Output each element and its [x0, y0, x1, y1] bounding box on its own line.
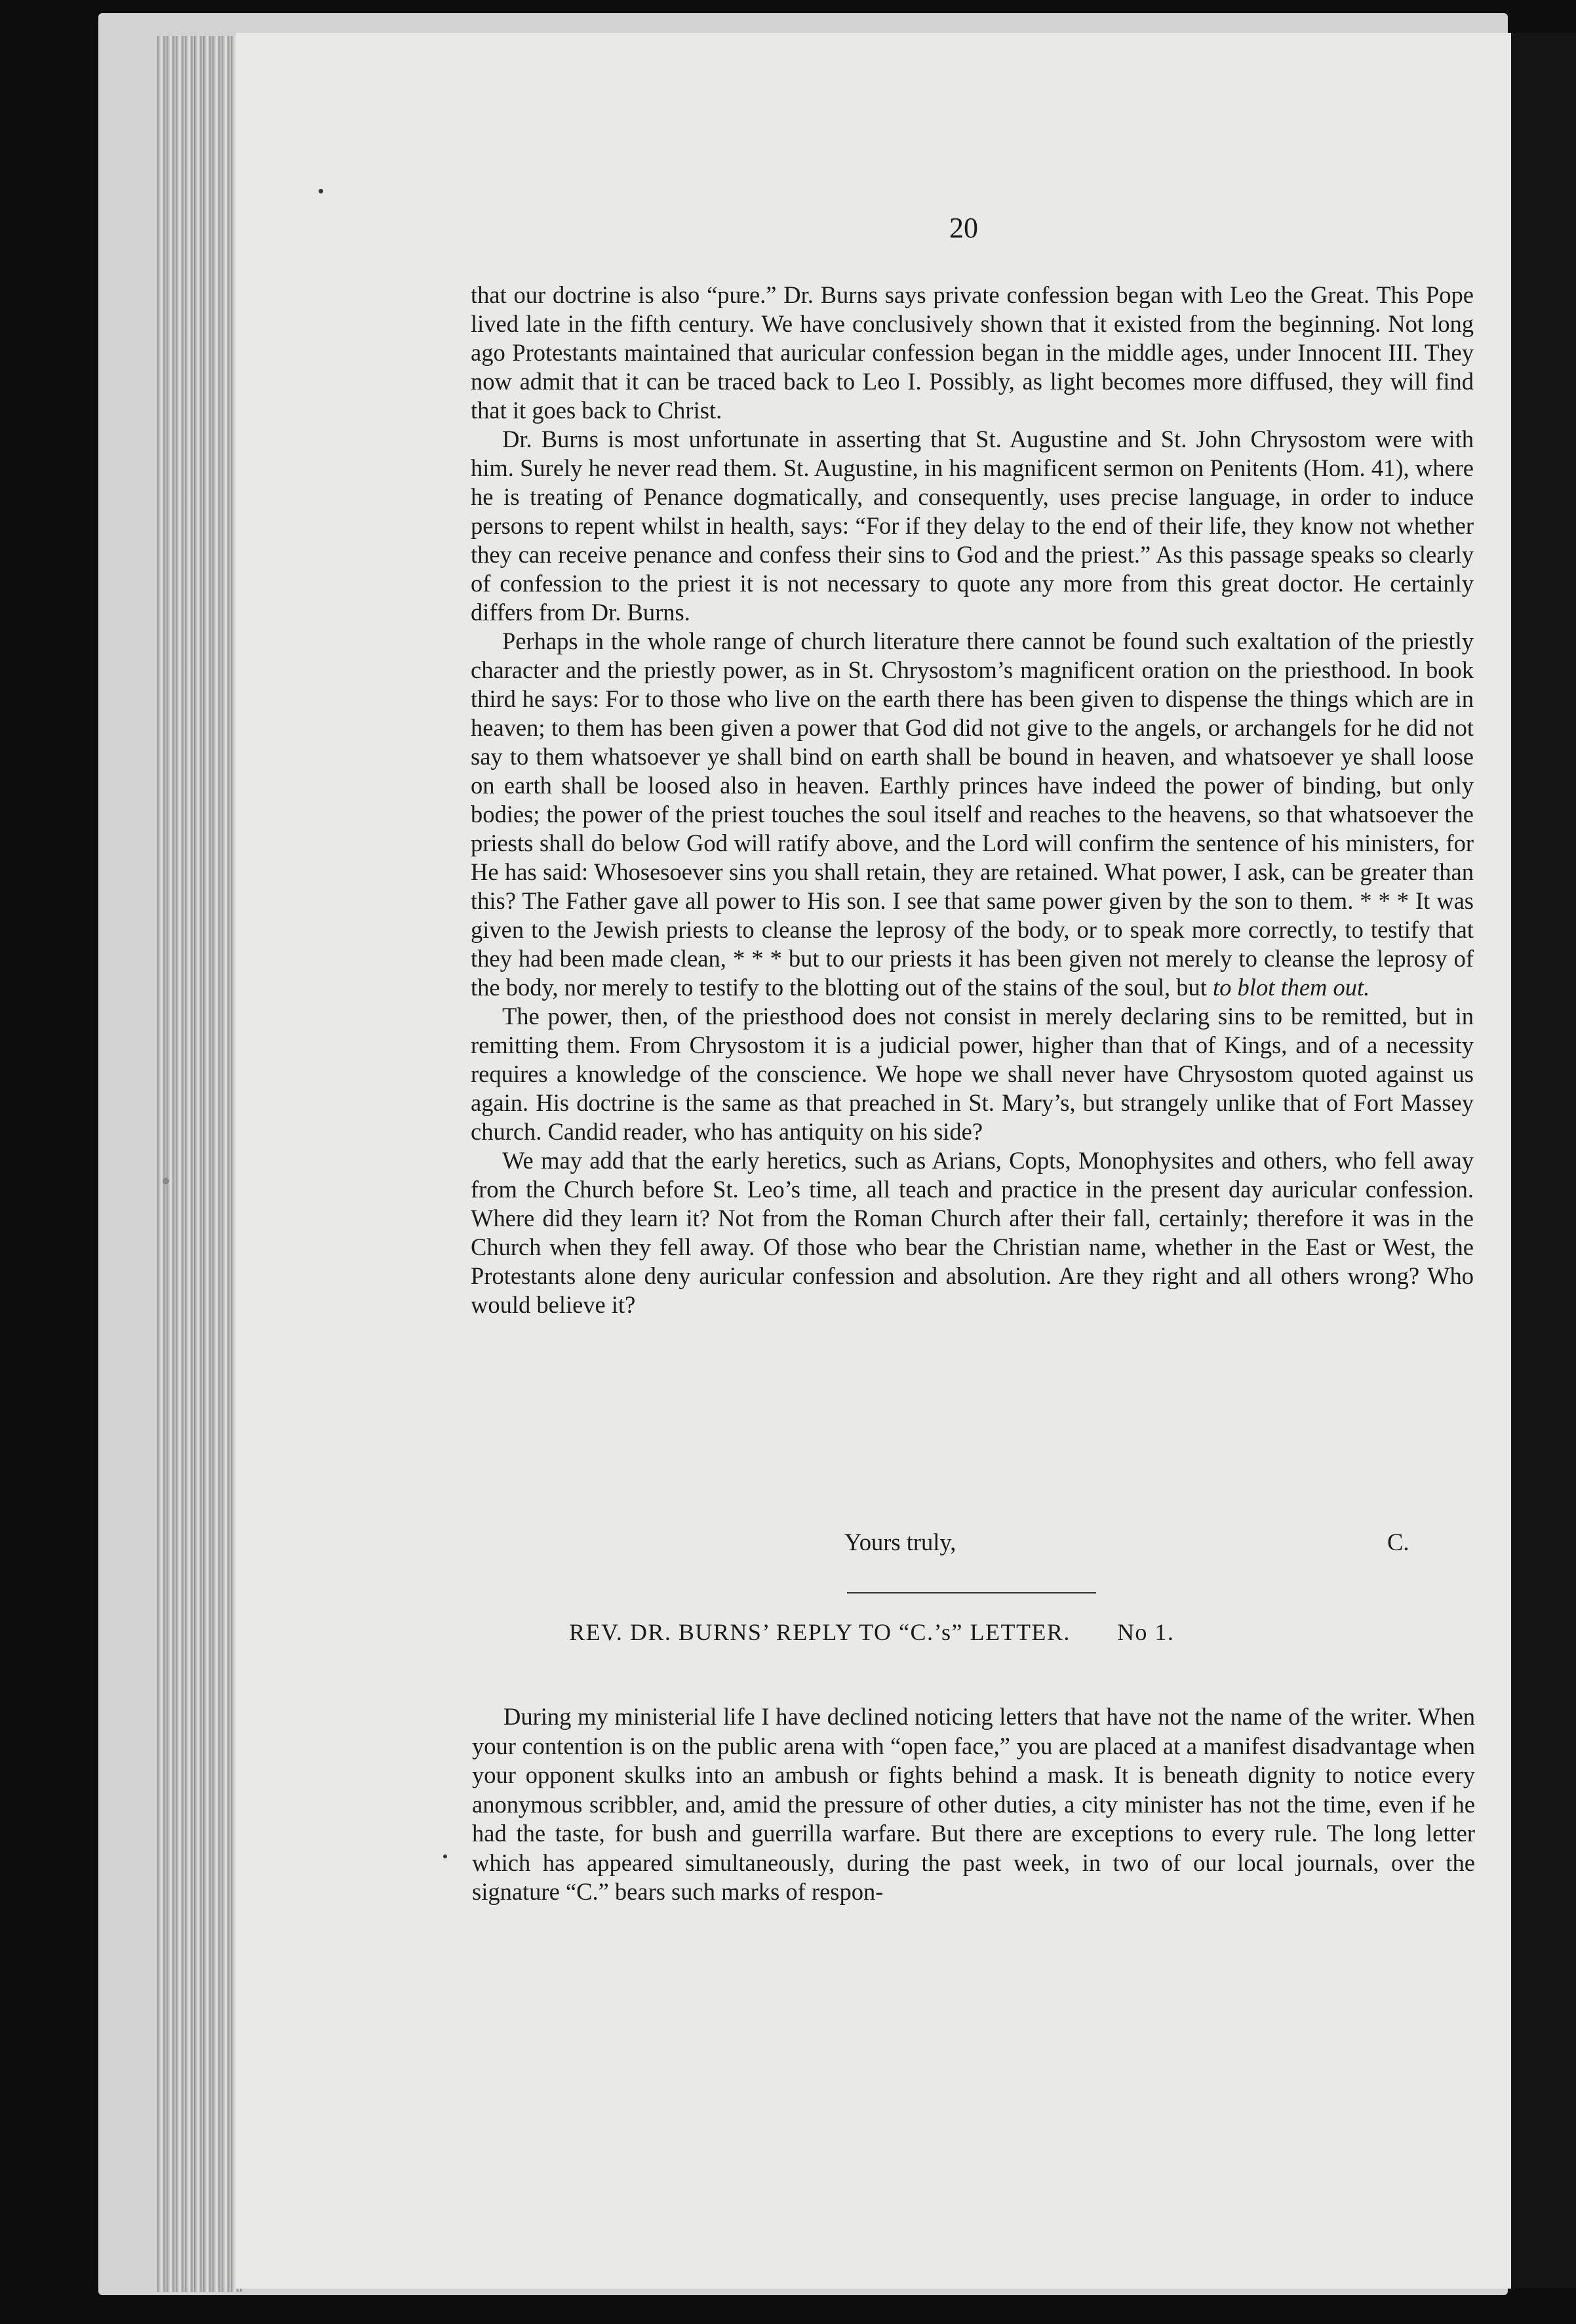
- section-divider: [847, 1592, 1096, 1593]
- reply-body: [472, 1702, 1475, 1907]
- letter-paragraph: Dr. Burns is most unfortunate in asserting that St. Augustine and St. John Chrysostom were with him. Surely he never read them. St. Augustine, in his magnificent sermon on Penitents (Hom. 41), where he is treating of Penance dogmatically, and consequently, uses precise language, in order to induce persons to repent whilst in health, says: “For if they delay to the end of their life, they know not whether they can receive penance and confess their sins to God and the priest.” As this passage speaks so clearly of confession to the priest it is not necessary to quote any more from this great doctor. He certainly differs from Dr. Burns.: [471, 426, 1474, 626]
- reply-paragraph: During my ministerial life I have declined noticing letters that have not the name of the writer. When your contention is on the public arena with “open face,” you are placed at a manifest disadvantage when your opponent skulks into an ambush or fights behind a mask. It is beneath dignity to notice every anonymous scribbler, and, amid the pressure of other duties, a city minister has not the time, even if he had the taste, for bush and guerrilla warfare. But there are exceptions to every rule. The long letter which has appeared simultaneously, during the past week, in two of our local journals, over the signature “C.” bears such marks of respon-: [472, 1703, 1475, 1905]
- reply-heading-number: No 1.: [1116, 1619, 1175, 1645]
- binding-shadow: [1511, 33, 1576, 2289]
- margin-speck: [443, 1854, 447, 1858]
- reply-heading: [569, 1618, 1382, 1646]
- margin-speck: [163, 1178, 169, 1184]
- italic-phrase: to blot them out.: [1213, 974, 1370, 1001]
- reply-heading-title: REV. DR. BURNS’ REPLY TO “C.’s” LETTER.: [569, 1619, 1071, 1645]
- letter-paragraph: The power, then, of the priesthood does not consist in merely declaring sins to be remitted, but in remitting them. From Chrysostom it is a judicial power, higher than that of Kings, and of a necessity requires a knowledge of the conscience. We hope we shall never have Chrysostom quoted against us again. His doctrine is the same as that preached in St. Mary’s, but strangely unlike that of Fort Massey church. Candid reader, who has antiquity on his side?: [471, 1003, 1474, 1145]
- page-number: 20: [949, 212, 978, 244]
- letter-signoff: Yours truly,: [844, 1529, 956, 1555]
- letter-paragraph: [471, 627, 1474, 1002]
- letter-paragraph-text: Perhaps in the whole range of church literature there cannot be found such exaltation of the priestly character and the priestly power, as in St. Chrysostom’s magnificent oration on the priesthood. In book third he says: For to those who live on the earth there has been given to dispense the things which are in heaven; to them has been given a power that God did not give to the angels, or archangels for he did not say to them whatsoever ye shall bind on earth shall be bound in heaven, and whatsoever ye shall loose on earth shall be loosed also in heaven. Earthly princes have indeed the power of binding, but only bodies; the power of the priest touches the soul itself and reaches to the heavens, so that whatsoever the priests shall do below God will ratify above, and the Lord will confirm the sentence of his ministers, for He has said: Whosesoever sins you shall retain, they are retained. What power, I ask, can be greater than this? The Father gave all power to His son. I see that same power given by the son to them. * * * It was given to the Jewish priests to cleanse the leprosy of the body, or to speak more correctly, to testify that they had been made clean, * * * but to our priests it has been given not merely to cleanse the leprosy of the body, nor merely to testify to the blotting out of the stains of the soul, but: [471, 628, 1474, 1001]
- letter-signature: C.: [1387, 1529, 1409, 1555]
- page-edges: [157, 36, 243, 2292]
- letter-paragraph: We may add that the early heretics, such as Arians, Copts, Monophysites and others, who fell away from the Church before St. Leo’s time, all teach and practice in the present day auricular confession. Where did they learn it? Not from the Roman Church after their fall, certainly; therefore it was in the Church when they fell away. Of those who bear the Christian name, whether in the East or West, the Protestants alone deny auricular confession and absolution. Are they right and all others wrong? Who would believe it?: [471, 1147, 1474, 1318]
- margin-speck: [319, 189, 323, 193]
- letter-body: [471, 281, 1474, 1319]
- letter-paragraph: that our doctrine is also “pure.” Dr. Burns says private confession began with Leo the Great. This Pope lived late in the fifth century. We have conclusively shown that it existed from the beginning. Not long ago Protestants maintained that auricular confession began in the middle ages, under Innocent III. They now admit that it can be traced back to Leo I. Possibly, as light becomes more diffused, they will find that it goes back to Christ.: [471, 281, 1474, 424]
